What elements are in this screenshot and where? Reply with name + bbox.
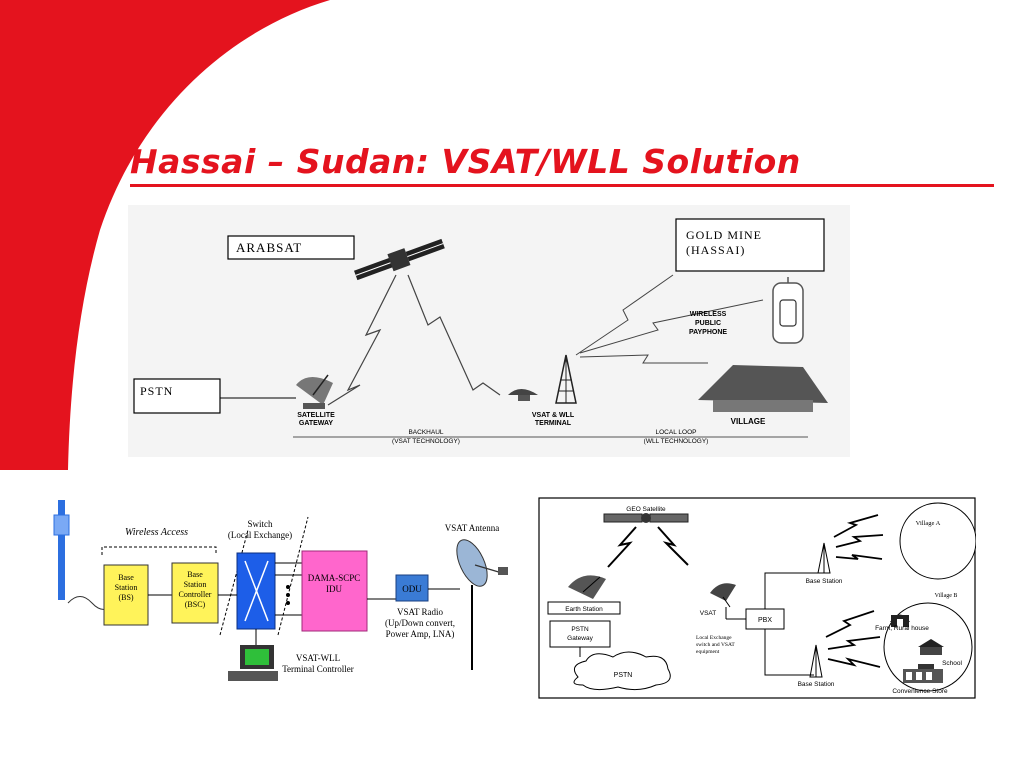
pstn-gateway-line1: PSTN bbox=[571, 626, 589, 633]
vsat-radio-line2: (Up/Down convert, bbox=[385, 618, 455, 628]
local-exchange-line3: equipment bbox=[696, 649, 720, 655]
vsat-antenna-icon bbox=[451, 535, 508, 670]
local-exchange-line2: switch and VSAT bbox=[696, 642, 735, 648]
village-label: VILLAGE bbox=[730, 417, 766, 426]
bsc-line4: (BSC) bbox=[184, 600, 206, 609]
payphone-line1: WIRELESS bbox=[689, 311, 727, 318]
gold-mine-line1: GOLD MINE bbox=[686, 228, 762, 242]
earth-station-label: Earth Station bbox=[565, 606, 603, 613]
vsat-radio-line1: VSAT Radio bbox=[396, 607, 444, 617]
pstn-gateway-box bbox=[550, 621, 610, 647]
vsat-terminal-line2: TERMINAL bbox=[534, 420, 572, 427]
gold-mine-box bbox=[676, 219, 824, 271]
local-exchange-line1: Local Exchange bbox=[696, 635, 732, 641]
vsat-antenna-label: VSAT Antenna bbox=[444, 523, 500, 533]
satellite-gateway-line2: GATEWAY bbox=[298, 420, 334, 427]
bsc-line3: Controller bbox=[178, 590, 212, 599]
bs-antenna-icon bbox=[54, 500, 69, 600]
switch-line2: (Local Exchange) bbox=[227, 530, 293, 540]
switch-box bbox=[237, 553, 275, 629]
village-a-circle bbox=[900, 503, 976, 579]
pstn-cloud-shape bbox=[574, 652, 670, 690]
terminal-line1: VSAT-WLL bbox=[295, 653, 341, 663]
terminal-line2: Terminal Controller bbox=[282, 664, 354, 674]
geo-satellite-icon bbox=[604, 513, 688, 523]
pstn-gateway-line2: Gateway bbox=[567, 635, 593, 642]
arabsat-box bbox=[228, 236, 354, 259]
base-station-top-label: Base Station bbox=[805, 578, 843, 585]
title-underline bbox=[130, 184, 994, 187]
odu-label: ODU bbox=[402, 584, 422, 594]
base-station-line1: Base bbox=[118, 573, 134, 582]
local-loop-line1: LOCAL LOOP bbox=[655, 429, 697, 436]
convenience-store-label: Convenience Store bbox=[892, 688, 948, 695]
wireless-access-label: Wireless Access bbox=[125, 527, 189, 538]
bsc-line2: Station bbox=[183, 580, 207, 589]
school-label: School bbox=[942, 660, 962, 667]
pstn-cloud-label: PSTN bbox=[613, 672, 633, 679]
vsat-radio-line3: Power Amp, LNA) bbox=[385, 629, 455, 639]
payphone-icon bbox=[773, 277, 803, 343]
switch-line1: Switch bbox=[247, 519, 273, 529]
base-station-line2: Station bbox=[114, 583, 138, 592]
base-station-bottom-label: Base Station bbox=[797, 681, 835, 688]
bsc-line1: Base bbox=[187, 570, 203, 579]
local-loop-line2: (WLL TECHNOLOGY) bbox=[643, 438, 709, 445]
vsat-label: VSAT bbox=[699, 610, 717, 617]
pbx-label: PBX bbox=[757, 617, 773, 624]
arabsat-label: ARABSAT bbox=[236, 240, 303, 255]
farm-label: Farm, Rural house bbox=[875, 625, 929, 632]
payphone-line2: PUBLIC bbox=[694, 320, 722, 327]
vsat-terminal-line1: VSAT & WLL bbox=[531, 412, 575, 419]
payphone-line3: PAYPHONE bbox=[688, 329, 728, 336]
dama-line2: IDU bbox=[326, 584, 342, 594]
pstn-label: PSTN bbox=[140, 384, 174, 398]
top-network-diagram bbox=[128, 205, 850, 457]
dama-line1: DAMA-SCPC bbox=[307, 573, 361, 583]
satellite-gateway-line1: SATELLITE bbox=[297, 412, 335, 419]
gold-mine-line2: (HASSAI) bbox=[686, 243, 746, 257]
backhaul-line1: BACKHAUL bbox=[408, 429, 444, 436]
terminal-computer-icon bbox=[228, 645, 278, 681]
base-station-line3: (BS) bbox=[118, 593, 134, 602]
village-b-label: Village B bbox=[934, 593, 958, 599]
village-a-label: Village A bbox=[915, 520, 941, 527]
trunk-lines bbox=[275, 563, 302, 615]
vsat-wll-architecture-diagram bbox=[40, 495, 530, 695]
wireless-access-bracket bbox=[102, 547, 216, 555]
geo-satellite-label: GEO Satellite bbox=[626, 506, 666, 513]
backhaul-line2: (VSAT TECHNOLOGY) bbox=[392, 438, 460, 445]
pbx-network-diagram bbox=[538, 497, 976, 699]
slide-title: Hassai – Sudan: VSAT/WLL Solution bbox=[130, 142, 801, 181]
